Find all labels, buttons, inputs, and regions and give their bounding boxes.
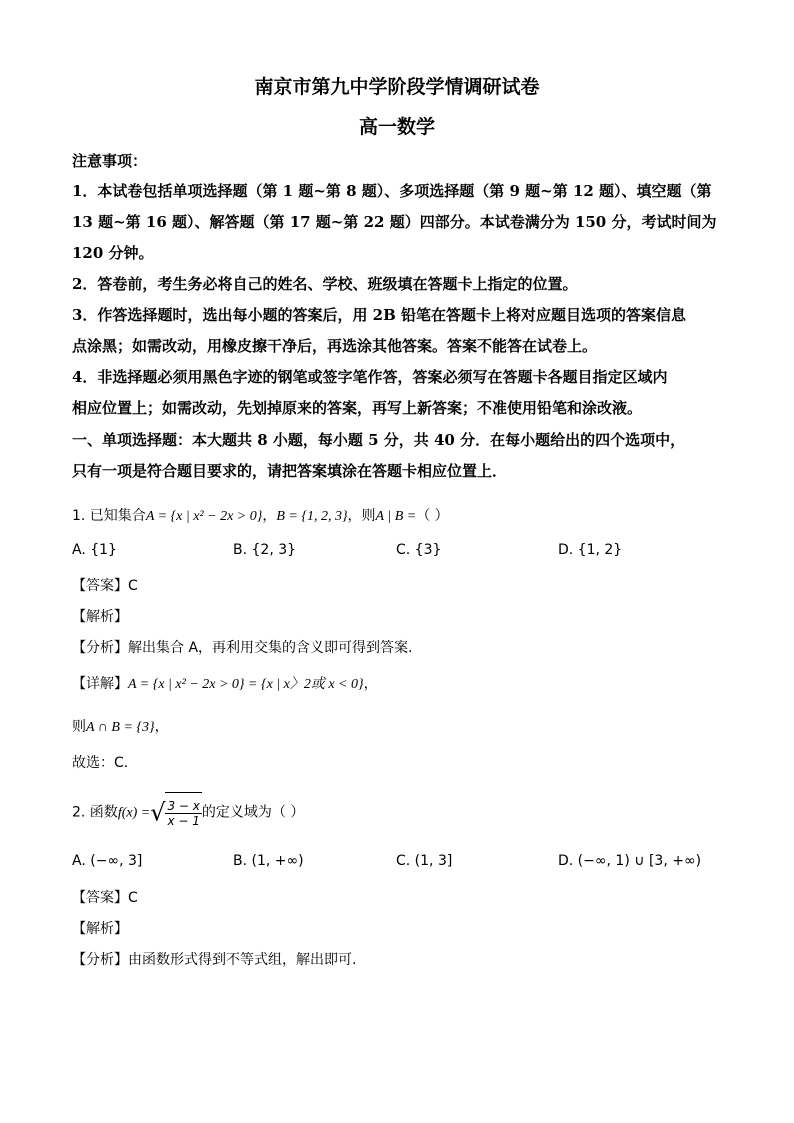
q1-option-b: B. {2, 3} xyxy=(233,542,297,558)
q1-set-b: B = {1, 2, 3} xyxy=(276,509,348,524)
q1-ask-expr: A | B = xyxy=(375,509,417,524)
section-1-line-1: 一、单项选择题：本大题共 8 小题，每小题 5 分，共 40 分．在每小题给出的四个选项中， xyxy=(72,431,686,449)
question-1-stem xyxy=(72,505,722,528)
q1-xiangjie-expr: A = {x | x² − 2x > 0} = {x | x〉2或 x < 0} xyxy=(128,677,364,692)
q2-option-c: C. (1, 3] xyxy=(396,853,453,869)
exam-title: 南京市第九中学阶段学情调研试卷 xyxy=(254,76,540,98)
q2-fenxi: 【分析】由函数形式得到不等式组，解出即可. xyxy=(72,952,357,968)
q1-set-a: A = {x | x² − 2x > 0} xyxy=(145,509,263,524)
note-1-line-1: 1．本试卷包括单项选择题（第 1 题~第 8 题）、多项选择题（第 9 题~第 12 题）、填空题（第 xyxy=(72,182,712,200)
exam-subject: 高一数学 xyxy=(358,116,435,138)
q1-option-d: D. {1, 2} xyxy=(558,542,623,558)
section-1-line-2: 只有一项是符合题目要求的，请把答案填涂在答题卡相应位置上． xyxy=(72,462,508,480)
q2-option-a: A. (−∞, 3] xyxy=(72,853,143,869)
q2-denominator: x − 1 xyxy=(167,813,200,828)
q1-sep: ， xyxy=(262,508,277,524)
q1-fenxi: 【分析】解出集合 A，再利用交集的含义即可得到答案. xyxy=(72,640,413,656)
q1-answer: 【答案】C xyxy=(72,578,138,594)
q2-fx: f(x) = xyxy=(117,805,151,821)
note-1-line-2: 13 题~第 16 题）、解答题（第 17 题~第 22 题）四部分。本试卷满分为 150 分，考试时间为 xyxy=(72,213,717,231)
q2-suffix: 的定义域为（ ） xyxy=(201,804,305,821)
note-2: 2．答卷前，考生务必将自己的姓名、学校、班级填在答题卡上指定的位置。 xyxy=(72,275,578,293)
q1-xiangjie-end: ， xyxy=(363,676,378,692)
q1-option-a: A. {1} xyxy=(72,542,117,558)
notes-heading: 注意事项： xyxy=(72,152,148,170)
sqrt-radical-icon: √ xyxy=(150,798,166,827)
q1-then-label: 则 xyxy=(72,719,86,735)
q1-analysis-label: 【解析】 xyxy=(72,609,128,625)
q1-then xyxy=(72,716,722,739)
q2-analysis-label: 【解析】 xyxy=(72,921,128,937)
q1-blank: （ ） xyxy=(416,508,449,524)
q1-choose: 故选：C. xyxy=(72,755,129,771)
note-1-line-3: 120 分钟。 xyxy=(72,244,154,262)
q2-sqrt xyxy=(150,792,202,833)
q1-xiangjie xyxy=(72,673,722,696)
note-4-line-1: 4．非选择题必须用黑色字迹的钢笔或签字笔作答，答案必须写在答题卡各题目指定区域内 xyxy=(72,368,668,386)
q1-xiangjie-label: 【详解】 xyxy=(72,676,128,692)
q1-then-end: ， xyxy=(154,719,169,735)
q2-fraction xyxy=(165,799,201,828)
note-3-line-1: 3．作答选择题时，选出每小题的答案后，用 2B 铅笔在答题卡上将对应题目选项的答案信息 xyxy=(72,306,687,324)
q2-numerator: 3 − x xyxy=(167,798,200,813)
q2-option-b: B. (1, +∞) xyxy=(233,853,304,869)
note-4-line-2: 相应位置上；如需改动，先划掉原来的答案，再写上新答案；不准使用铅笔和涂改液。 xyxy=(72,399,643,417)
q2-answer: 【答案】C xyxy=(72,890,138,906)
q1-then-expr: A ∩ B = {3} xyxy=(86,720,155,735)
question-2-stem xyxy=(72,792,722,834)
q2-prefix: 2. 函数 xyxy=(72,804,118,821)
q1-option-c: C. {3} xyxy=(396,542,442,558)
q1-prefix: 1. 已知集合 xyxy=(72,508,146,524)
q1-ask-prefix: ，则 xyxy=(347,508,376,524)
q2-option-d: D. (−∞, 1) ∪ [3, +∞) xyxy=(558,853,702,869)
note-3-line-2: 点涂黑；如需改动，用橡皮擦干净后，再选涂其他答案。答案不能答在试卷上。 xyxy=(72,337,598,355)
